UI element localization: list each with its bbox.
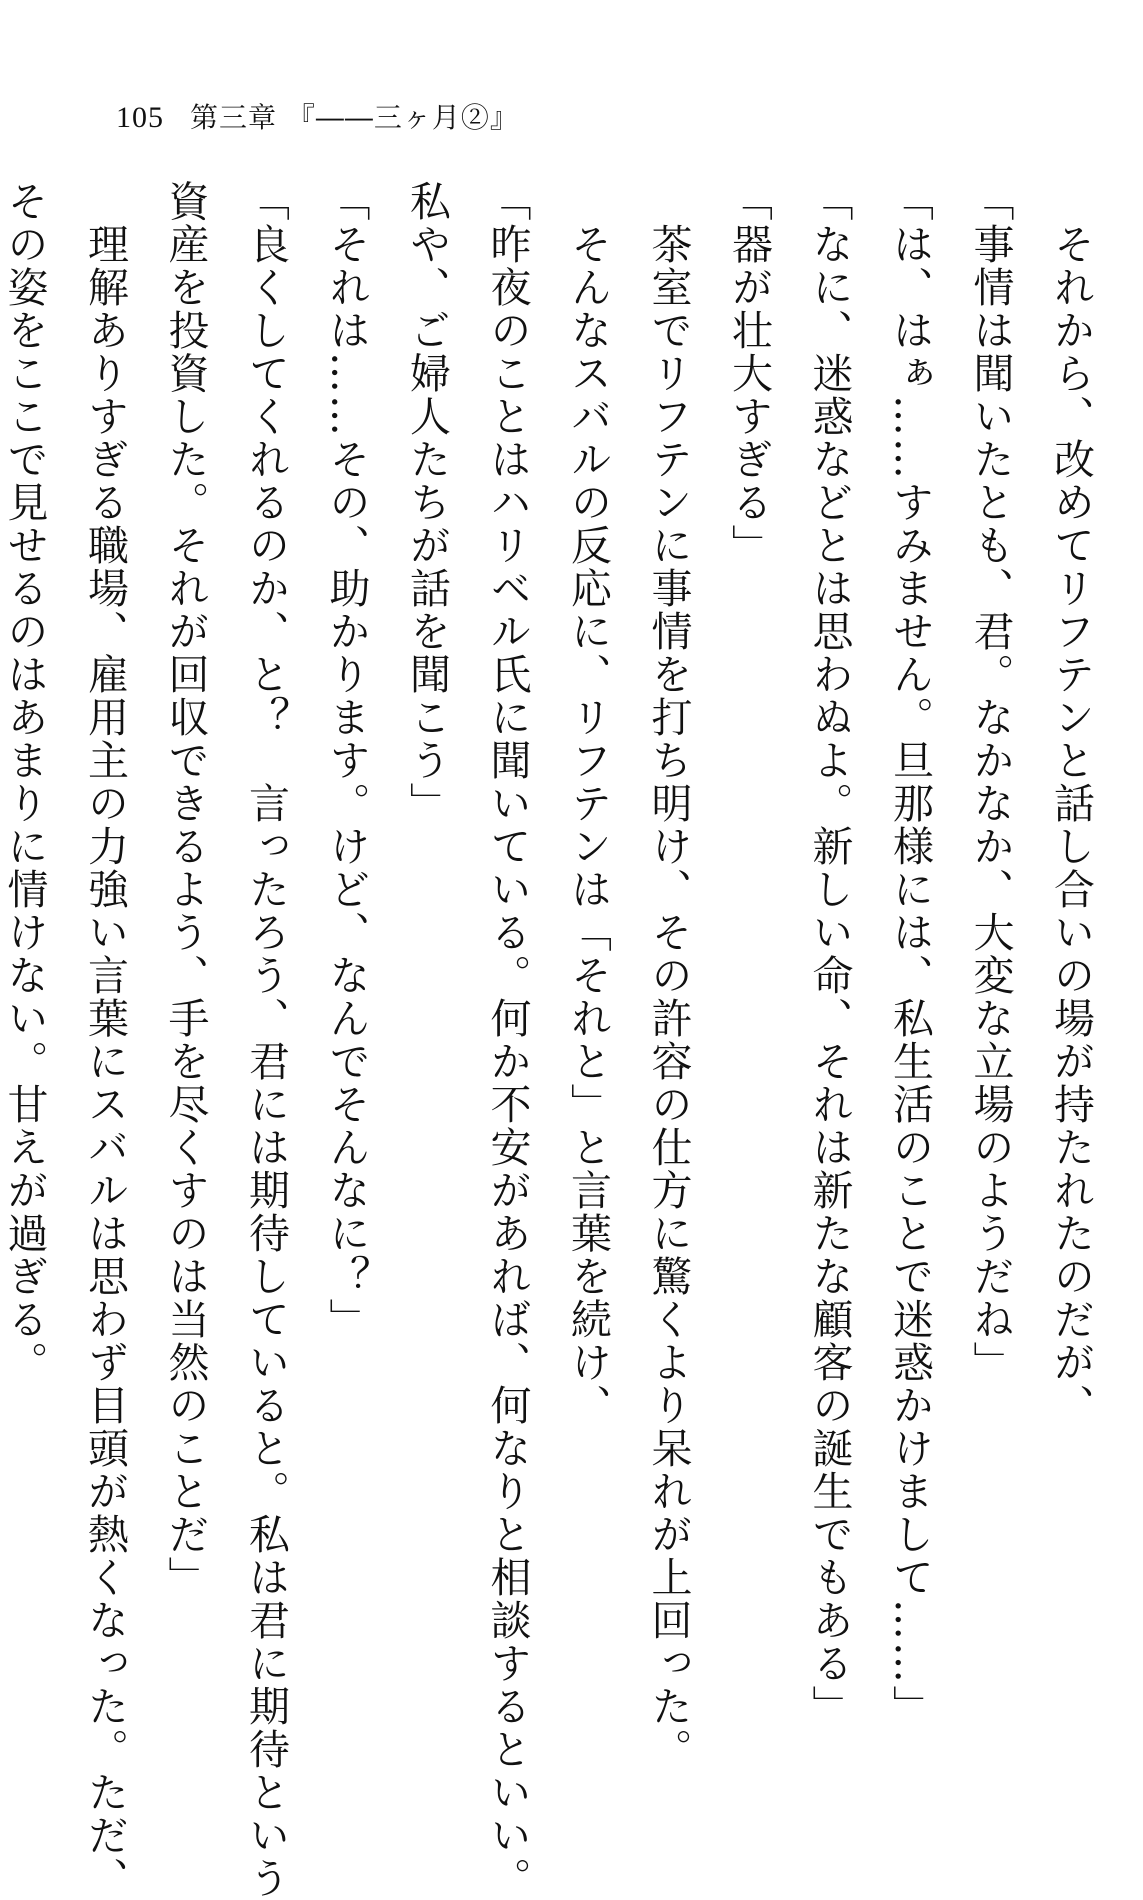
vertical-body-text: [0, 180, 1111, 1900]
text-line: 「なに、迷惑などとは思わぬよ。新しい命、それは新たな顧客の誕生でもある」: [805, 180, 854, 1728]
text-line: その姿をここで見せるのはあまりに情けない。甘えが過ぎる。: [0, 180, 49, 1384]
text-line: 茶室でリフテンに事情を打ち明け、その許容の仕方に驚くより呆れが上回った。: [644, 223, 693, 1771]
text-line: それから、改めてリフテンと話し合いの場が持たれたのだが、: [1047, 223, 1095, 1427]
running-header: [116, 96, 519, 136]
chapter-title: 第三章 『――三ヶ月②』: [190, 101, 519, 134]
text-line: 私や、ご婦人たちが話を聞こう」: [403, 180, 451, 825]
page-number: 105: [116, 101, 164, 134]
text-line: 「事情は聞いたとも、君。なかなか、大変な立場のようだね」: [966, 180, 1015, 1384]
text-line: 資産を投資した。それが回収できるよう、手を尽くすのは当然のことだ」: [161, 180, 210, 1599]
text-line: 理解ありすぎる職場、雇用主の力強い言葉にスバルは思わず目頭が熱くなった。ただ、: [81, 223, 129, 1900]
text-line: 「良くしてくれるのか、と？ 言ったろう、君には期待していると。私は君に期待という: [242, 180, 290, 1900]
text-line: 「昨夜のことはハリベル氏に聞いている。何か不安があれば、何なりと相談するといい。: [483, 180, 532, 1900]
text-line: そんなスバルの反応に、リフテンは「それと」と言葉を続け、: [564, 223, 612, 1427]
text-line: 「それは……その、助かります。けど、なんでそんなに？」: [322, 180, 371, 1341]
text-line: 「器が壮大すぎる」: [725, 180, 773, 567]
text-line: 「は、はぁ……すみません。旦那様には、私生活のことで迷惑かけまして……」: [886, 180, 934, 1728]
